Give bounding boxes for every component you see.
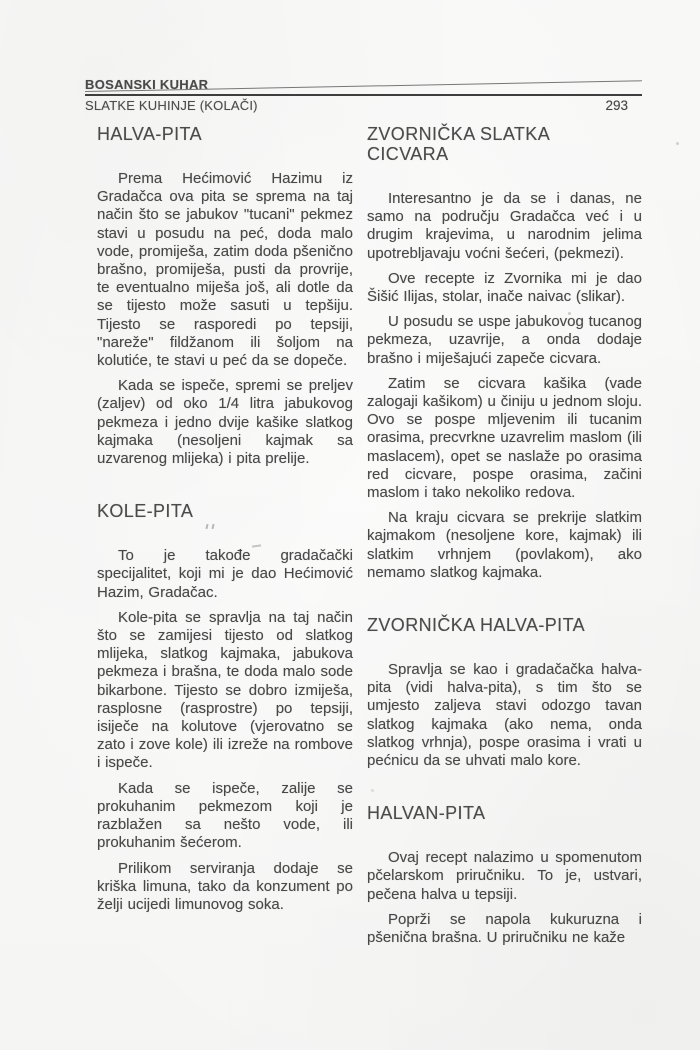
scan-artifact [676,142,679,145]
paragraph: Kada se ispeče, zalije se prokuhanim pekmezom koji je razblažen sa nešto vode, ili prokuhanim šećerom. [97,779,353,852]
text-columns [97,120,642,954]
section-halva-pita [97,124,353,468]
header-rule-thick [85,94,642,96]
chapter-title: SLATKE KUHINJE (KOLAČI) [85,98,258,113]
scan-artifact [568,312,571,315]
page-header [85,98,642,113]
section-heading: ZVORNIČKA HALVA-PITA [367,615,586,636]
paragraph: Prilikom serviranja dodaje se kriška limuna, tako da konzument po želji ucijedi limunovog soka. [97,859,353,913]
paragraph: Zatim se cicvara kašika (vade zalogaji kašikom) u činiju u jednom sloju. Ovo se pospe mljevenim ili tucanim orasima, precvrkne uzavrelim maslom (ili maslacem), opet se naslaže po orasima red cicvare, pospe orasima, začini maslom i tako nekoliko redova. [367,374,642,502]
paragraph: Prema Hećimović Hazimu iz Gradačca ova pita se sprema na taj način što se jabukov "tucani" pekmez stavi u posudu na peć, doda malo vode, promiješa, zatim doda pšenično brašno, promiješa, pusti da provrije, te eventualno miješa još, ali dotle da se tijesto može sasuti u tepšiju. Tijesto se rasporedi po tepsiji, "nareže" fildžanom ili šoljom na kolutiće, te stavi u peć da se dopeče. [97,170,353,370]
section-zvornicka-slatka-cicvara [367,124,642,582]
section-heading: KOLE-PITA [97,501,194,522]
paragraph: Spravlja se kao i gradačačka halva-pita (vidi halva-pita), s tim što se umjesto zaljeva stavi odozgo tavan slatkog kajmaka (ako nema, onda slatkog vrhnja), pospe orasima i vrati u pećnicu da se uhvati malo kore. [367,661,642,770]
section-halvan-pita [367,803,642,947]
paragraph: Interesantno je da se i danas, ne samo na području Gradačca već i u drugim krajevima, u narodnim jelima upotrebljavaju voćni šećeri, (pekmezi). [367,190,642,262]
paragraph: U posudu se uspe jabukovog tucanog pekmeza, uzavrije, a onda dodaje brašno i miješajući zapeče cicvara. [367,313,643,367]
book-title: BOSANSKI KUHAR [85,77,209,92]
paragraph: Ovaj recept nalazimo u spomenutom pčelarskom priručniku. To je, ustvari, pečena halva u tepsiji. [367,849,642,903]
scan-artifact [371,789,374,792]
section-heading: HALVAN-PITA [367,803,486,824]
section-kole-pita [97,501,353,914]
section-zvornicka-halva-pita [367,615,642,770]
paragraph: To je takođe gradačački specijalitet, koji mi je dao Hećimović Hazim, Gradačac. [97,547,353,601]
page-number: 293 [605,98,628,113]
paragraph: Kole-pita se spravlja na taj način što se zamijesi tijesto od slatkog mlijeka, slatkog kajmaka, jabukova pekmeza i brašna, te doda malo sode bikarbone. Tijesto se dobro izmiješa, rasplosne (rasprostre) po tepsiji, isiječe na kolutove (vjerovatno se zato i zove kole) ili izreže na rombove i ispeče. [97,608,353,772]
paragraph: Ove recepte iz Zvornika mi je dao Šišić Ilijas, stolar, inače naivac (slikar). [367,269,642,306]
section-heading: HALVA-PITA [97,124,203,144]
left-column [97,120,353,954]
right-column [367,120,642,954]
paragraph: Na kraju cicvara se prekrije slatkim kajmakom (nesoljene kore, kajmak) ili slatkim vrhnjem (povlakom), ako nemamo slatkog kajmaka. [367,509,642,581]
paragraph: Kada se ispeče, spremi se preljev (zaljev) od oko 1/4 litra jabukovog pekmeza i jedno dvije kašike slatkog kajmaka (nesoljeni kajmak sa uzvarenog mlijeka) i pita prelije. [97,377,353,468]
paragraph: Poprži se napola kukuruzna i pšenična brašna. U priručniku ne kaže [367,910,642,947]
section-heading: ZVORNIČKA SLATKA CICVARA [367,124,550,164]
